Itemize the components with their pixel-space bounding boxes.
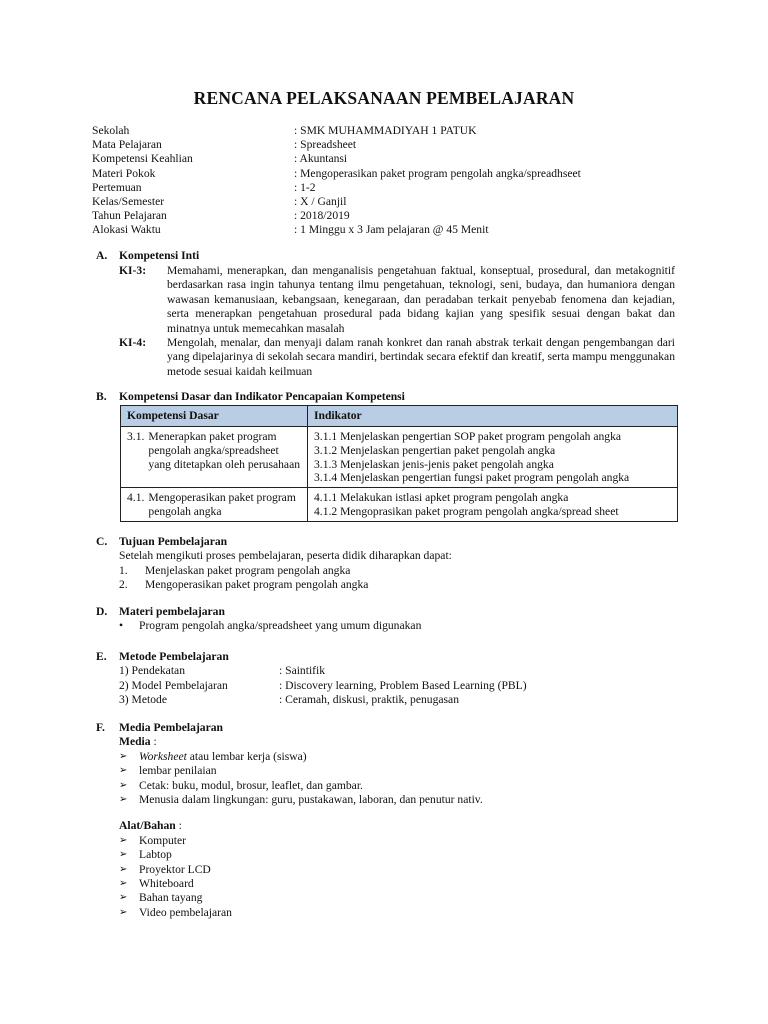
section-letter: D. xyxy=(96,605,108,618)
ki4-block xyxy=(119,336,675,379)
section-title: Kompetensi Dasar dan Indikator Pencapaian Kompetensi xyxy=(119,390,405,403)
alat-label: Alat/Bahan xyxy=(119,819,176,833)
list-item xyxy=(119,848,483,862)
arrow-bullet-icon: ➢ xyxy=(119,750,128,762)
info-row xyxy=(92,152,581,166)
arrow-bullet-icon: ➢ xyxy=(119,779,128,791)
info-row xyxy=(92,167,581,181)
info-label: Alokasi Waktu xyxy=(92,223,161,237)
info-label: Pertemuan xyxy=(92,180,142,194)
list-item xyxy=(119,793,483,807)
kd-cell xyxy=(121,488,308,522)
info-value: : X / Ganjil xyxy=(294,195,347,209)
indicator-item: 4.1.2 Mengoprasikan paket program pengolah angka/spread sheet xyxy=(314,504,619,518)
list-text: atau lembar kerja (siswa) xyxy=(186,749,307,763)
section-letter: E. xyxy=(96,650,107,663)
media-italic-text: Worksheet xyxy=(139,749,187,763)
info-row xyxy=(92,195,581,209)
method-value: : Saintifik xyxy=(279,664,326,678)
section-letter: C. xyxy=(96,535,108,548)
list-item xyxy=(119,863,483,877)
indicator-item: 3.1.3 Menjelaskan jenis-jenis paket pengolah angka xyxy=(314,457,554,471)
info-value: : 1 Minggu x 3 Jam pelajaran @ 45 Menit xyxy=(294,223,489,237)
list-text: Labtop xyxy=(139,848,172,862)
kd-number: 4.1. xyxy=(127,491,145,505)
arrow-bullet-icon: ➢ xyxy=(119,863,128,875)
info-label: Sekolah xyxy=(92,124,130,137)
method-value: : Discovery learning, Problem Based Learning (PBL) xyxy=(279,678,527,692)
indicator-item: 4.1.1 Melakukan istlasi apket program pengolah angka xyxy=(314,491,569,505)
method-label: 1) Pendekatan xyxy=(119,664,185,678)
list-text: lembar penilaian xyxy=(139,764,217,778)
info-value: : 2018/2019 xyxy=(294,209,350,223)
bullet-icon: • xyxy=(119,619,124,633)
list-item xyxy=(119,693,527,707)
arrow-bullet-icon: ➢ xyxy=(119,794,128,806)
section-a-heading xyxy=(96,249,199,263)
section-c xyxy=(96,535,452,593)
method-value: : Ceramah, diskusi, praktik, penugasan xyxy=(279,693,459,707)
indicator-item: 3.1.2 Menjelaskan pengertian paket pengolah angka xyxy=(314,443,556,457)
info-row xyxy=(92,124,581,138)
kd-cell xyxy=(121,427,308,488)
info-row xyxy=(92,223,581,237)
list-text: Menjelaskan paket program pengolah angka xyxy=(145,563,351,577)
list-item xyxy=(119,679,527,693)
info-label: Materi Pokok xyxy=(92,166,156,180)
arrow-bullet-icon: ➢ xyxy=(119,906,128,918)
list-text: Program pengolah angka/spreadsheet yang umum digunakan xyxy=(139,619,422,633)
info-value: : 1-2 xyxy=(294,180,316,194)
table-row xyxy=(121,427,678,488)
list-item xyxy=(119,906,483,920)
ki4-text: Mengolah, menalar, dan menyaji dalam ranah konkret dan ranah abstrak terkait dengan pengembangan dari yang dipelajarinya di sekolah secara mandiri, bertindak secara efektif dan kreatif, serta mampu menggunakan metode sesuai kaidah keilmuan xyxy=(167,336,675,378)
list-item xyxy=(119,779,483,793)
list-text: Video pembelajaran xyxy=(139,905,232,919)
arrow-bullet-icon: ➢ xyxy=(119,834,128,846)
list-item xyxy=(119,664,527,678)
info-label: Mata Pelajaran xyxy=(92,138,162,152)
list-text: Cetak: buku, modul, brosur, leaflet, dan gambar. xyxy=(139,778,363,792)
arrow-bullet-icon: ➢ xyxy=(119,878,128,890)
table-header-row xyxy=(121,406,678,427)
method-label: 2) Model Pembelajaran xyxy=(119,678,228,692)
info-row xyxy=(92,209,581,223)
list-item xyxy=(119,891,483,905)
list-text: Komputer xyxy=(139,833,187,847)
section-d xyxy=(96,605,421,634)
list-item xyxy=(119,764,483,778)
indicator-cell xyxy=(308,488,678,522)
media-colon: : xyxy=(150,735,157,749)
info-row xyxy=(92,138,581,152)
section-letter: B. xyxy=(96,390,107,403)
section-title: Metode Pembelajaran xyxy=(119,650,229,663)
objective-intro: Setelah mengikuti proses pembelajaran, peserta didik diharapkan dapat: xyxy=(119,549,452,563)
list-item xyxy=(119,750,483,764)
ki4-label: KI-4: xyxy=(119,336,147,349)
list-text: Whiteboard xyxy=(139,877,194,891)
alat-colon: : xyxy=(175,819,182,833)
identity-block xyxy=(92,124,581,238)
indicator-cell xyxy=(308,427,678,488)
list-text: Bahan tayang xyxy=(139,891,203,905)
kd-text: Menerapkan paket program pengolah angka/spreadsheet yang ditetapkan oleh perusahaan xyxy=(148,430,301,471)
list-number: 2. xyxy=(119,578,128,592)
arrow-bullet-icon: ➢ xyxy=(119,849,128,861)
list-text: Mengoperasikan paket program pengolah angka xyxy=(145,578,369,592)
list-item xyxy=(119,564,452,578)
section-letter: A. xyxy=(96,249,108,262)
kd-text: Mengoperasikan paket program pengolah angka xyxy=(148,491,296,518)
column-header-indicator: Indikator xyxy=(308,406,678,427)
list-text: Proyektor LCD xyxy=(139,862,211,876)
indicator-item: 3.1.1 Menjelaskan pengertian SOP paket program pengolah angka xyxy=(314,430,622,443)
ki3-block xyxy=(119,264,675,336)
list-number: 1. xyxy=(119,563,128,577)
section-b-heading xyxy=(96,390,405,404)
info-value: : SMK MUHAMMADIYAH 1 PATUK xyxy=(294,124,477,137)
competency-table xyxy=(120,405,678,522)
ki3-label: KI-3: xyxy=(119,264,147,277)
info-value: : Spreadsheet xyxy=(294,138,357,152)
column-header-kd: Kompetensi Dasar xyxy=(121,406,308,427)
section-letter: F. xyxy=(96,721,105,734)
info-label: Tahun Pelajaran xyxy=(92,209,167,223)
table-row xyxy=(121,488,678,522)
section-title: Tujuan Pembelajaran xyxy=(119,535,228,548)
info-label: Kompetensi Keahlian xyxy=(92,152,193,166)
section-title: Media Pembelajaran xyxy=(119,721,223,734)
list-item xyxy=(119,834,483,848)
arrow-bullet-icon: ➢ xyxy=(119,892,128,904)
section-f xyxy=(96,721,483,920)
arrow-bullet-icon: ➢ xyxy=(119,765,128,777)
info-label: Kelas/Semester xyxy=(92,195,165,209)
list-item xyxy=(96,619,421,633)
kd-number: 3.1. xyxy=(127,430,145,443)
ki3-text: Memahami, menerapkan, dan menganalisis pengetahuan faktual, konseptual, prosedural, dan metakognitif berdasarkan rasa ingin tahunya tentang ilmu pengetahuan, teknologi, seni, budaya, dan humaniora dengan wawasan kemanusiaan, kebangsaan, kenegaraan, dan peradaban terkait penyebab fenomena dan kejadian, serta menerapkan pengetahuan prosedural pada bidang kajian yang spesifik sesuai dengan bakat dan minatnya untuk memecahkan masalah xyxy=(167,264,675,335)
document-title: RENCANA PELAKSANAAN PEMBELAJARAN xyxy=(193,88,575,108)
list-text: Menusia dalam lingkungan: guru, pustakawan, laboran, dan penutur nativ. xyxy=(139,793,483,807)
list-item xyxy=(119,877,483,891)
list-item xyxy=(119,578,452,592)
indicator-item: 3.1.4 Menjelaskan pengertian fungsi paket program pengolah angka xyxy=(314,471,630,485)
method-label: 3) Metode xyxy=(119,693,167,707)
info-row xyxy=(92,181,581,195)
info-value: : Akuntansi xyxy=(294,152,348,166)
media-label: Media xyxy=(119,735,151,749)
section-title: Kompetensi Inti xyxy=(119,249,200,262)
section-e xyxy=(96,650,527,708)
section-title: Materi pembelajaran xyxy=(119,605,225,618)
info-value: : Mengoperasikan paket program pengolah angka/spreadhseet xyxy=(294,166,581,180)
